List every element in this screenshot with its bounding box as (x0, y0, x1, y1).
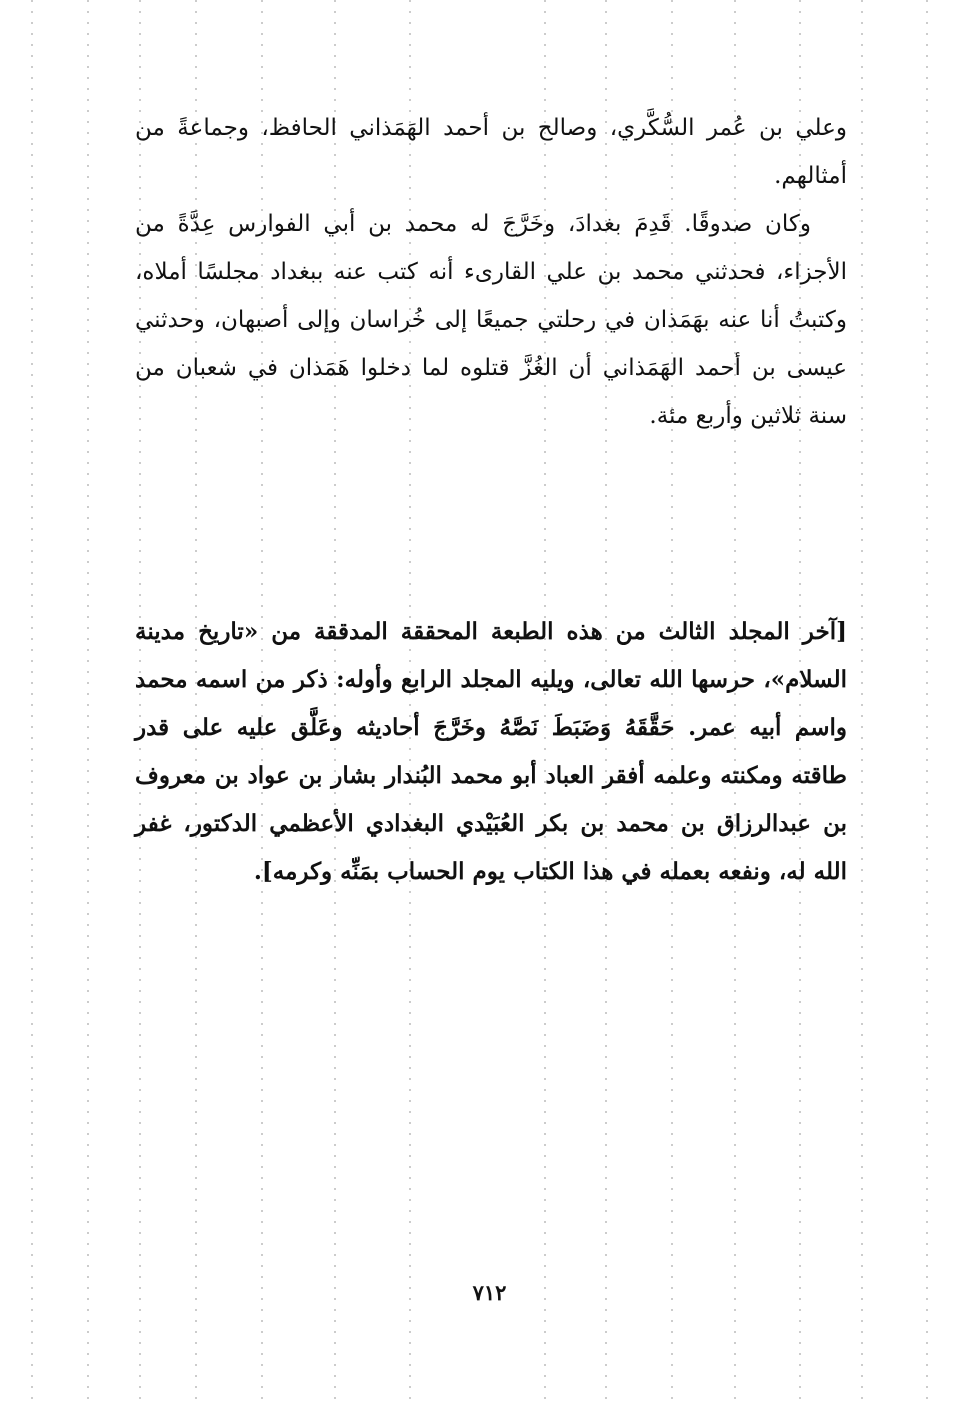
body-paragraph-1: وعلي بن عُمر السُّكَّري، وصالح بن أحمد الهَمَذاني الحافظ، وجماعةً من أمثالهم. (135, 115, 847, 189)
body-paragraph-2-container (135, 200, 847, 440)
body-paragraph-1-container (135, 104, 847, 200)
closing-note-container (135, 608, 847, 896)
body-paragraph-2: وكان صدوقًا. قَدِمَ بغدادَ، وخَرَّجَ له محمد بن أبي الفوارس عِدَّةً من الأجزاء، فحدثني محمد بن علي القارىء أنه كتب عنه ببغداد مجلسًا أملاه، وكتبتُ أنا عنه بهَمَذان في رحلتي جميعًا إلى خُراسان وإلى أصبهان، وحدثني عيسى بن أحمد الهَمَذاني أن الغُزَّ قتلوه لما دخلوا هَمَذان في شعبان من سنة ثلاثين وأربع مئة. (135, 211, 847, 429)
closing-note: [آخر المجلد الثالث من هذه الطبعة المحققة المدققة من «تاريخ مدينة السلام»، حرسها الله تعالى، ويليه المجلد الرابع وأوله: ذكر من اسمه محمد واسم أبيه عمر. حَقَّقَهُ وَضَبَطَ نَصَّهُ وخَرَّجَ أحاديثه وعَلَّق عليه على قدر طاقته ومكنته وعلمه أفقر العباد أبو محمد البُندار بشار بن عواد بن معروف بن عبدالرزاق بن محمد بن بكر العُبَيْدي البغدادي الأعظمي الدكتور، غفر الله له، ونفعه بعمله في هذا الكتاب يوم الحساب بمَنِّه وكرمه]. (135, 618, 847, 885)
page-number: ٧١٢ (472, 1280, 507, 1305)
